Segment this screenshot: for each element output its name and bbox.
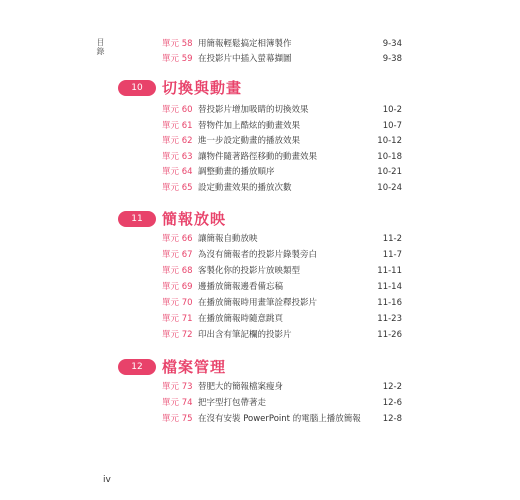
entry-title: 印出含有筆記欄的投影片: [198, 330, 292, 340]
entry-title: 在播放簡報時用畫筆詮釋投影片: [198, 298, 318, 308]
entry-title: 為沒有簡報者的投影片錄製旁白: [198, 250, 318, 260]
toc-entry[interactable]: [162, 37, 402, 51]
unit-number: 單元 65: [162, 183, 193, 193]
toc-entry[interactable]: [162, 134, 402, 148]
unit-number: 單元 59: [162, 54, 193, 64]
unit-number: 單元 74: [162, 398, 193, 408]
toc-entry[interactable]: [162, 412, 402, 426]
entry-title: 在投影片中插入螢幕擷圖: [198, 54, 292, 64]
unit-number: 單元 63: [162, 152, 193, 162]
unit-number: 單元 67: [162, 250, 193, 260]
entry-page: 10-21: [377, 167, 402, 177]
toc-entry[interactable]: [162, 52, 402, 66]
unit-number: 單元 58: [162, 39, 193, 49]
unit-number: 單元 68: [162, 266, 193, 276]
chapter-title: 切換與動畫: [162, 79, 243, 97]
toc-entry[interactable]: [162, 119, 402, 133]
unit-number: 單元 69: [162, 282, 193, 292]
entry-page: 10-12: [377, 136, 402, 146]
unit-number: 單元 71: [162, 314, 193, 324]
entry-title: 邊播放簡報邊看備忘稿: [198, 282, 284, 292]
toc-side-label: 目錄: [96, 38, 105, 56]
unit-number: 單元 62: [162, 136, 193, 146]
entry-page: 9-34: [382, 39, 402, 49]
toc-entry[interactable]: [162, 380, 402, 394]
entry-title: 替物件加上酷炫的動畫效果: [198, 121, 301, 131]
toc-entry[interactable]: [162, 396, 402, 410]
chapter-title: 簡報放映: [162, 210, 227, 228]
entry-page: 11-7: [382, 250, 402, 260]
entry-page: 10-18: [377, 152, 402, 162]
toc-entry[interactable]: [162, 248, 402, 262]
entry-page: 12-8: [382, 414, 402, 424]
entry-title: 進一步設定動畫的播放效果: [198, 136, 301, 146]
entry-page: 10-24: [377, 183, 402, 193]
entry-title: 讓簡報自動放映: [198, 234, 258, 244]
unit-number: 單元 72: [162, 330, 193, 340]
unit-number: 單元 73: [162, 382, 193, 392]
entry-page: 10-2: [382, 105, 402, 115]
page-number: iv: [103, 475, 111, 485]
chapter-number-badge: 11: [118, 211, 156, 227]
entry-page: 12-2: [382, 382, 402, 392]
toc-entry[interactable]: [162, 264, 402, 278]
entry-title: 調整動畫的播放順序: [198, 167, 275, 177]
toc-entry[interactable]: [162, 103, 402, 117]
unit-number: 單元 75: [162, 414, 193, 424]
entry-page: 12-6: [382, 398, 402, 408]
chapter-heading: [118, 80, 418, 98]
unit-number: 單元 60: [162, 105, 193, 115]
toc-entry[interactable]: [162, 232, 402, 246]
unit-number: 單元 66: [162, 234, 193, 244]
unit-number: 單元 70: [162, 298, 193, 308]
entry-page: 11-16: [377, 298, 402, 308]
chapter-heading: [118, 359, 418, 377]
toc-entry[interactable]: [162, 296, 402, 310]
entry-title: 客製化你的投影片放映類型: [198, 266, 301, 276]
entry-title: 在播放簡報時隨意跳頁: [198, 314, 284, 324]
entry-page: 9-38: [382, 54, 402, 64]
entry-page: 11-23: [377, 314, 402, 324]
toc-entry[interactable]: [162, 165, 402, 179]
entry-page: 11-11: [377, 266, 402, 276]
toc-entry[interactable]: [162, 312, 402, 326]
unit-number: 單元 61: [162, 121, 193, 131]
entry-title: 設定動畫效果的播放次數: [198, 183, 292, 193]
chapter-number-badge: 12: [118, 359, 156, 375]
entry-page: 11-14: [377, 282, 402, 292]
entry-page: 11-26: [377, 330, 402, 340]
chapter-heading: [118, 211, 418, 229]
chapter-title: 檔案管理: [162, 358, 227, 376]
entry-title: 替肥大的簡報檔案瘦身: [198, 382, 284, 392]
entry-page: 11-2: [382, 234, 402, 244]
entry-title: 讓物件隨著路徑移動的動畫效果: [198, 152, 318, 162]
entry-title: 在沒有安裝 PowerPoint 的電腦上播放簡報: [198, 414, 361, 424]
toc-entry[interactable]: [162, 181, 402, 195]
toc-entry[interactable]: [162, 328, 402, 342]
entry-title: 把字型打包帶著走: [198, 398, 267, 408]
entry-title: 替投影片增加吸睛的切換效果: [198, 105, 309, 115]
toc-entry[interactable]: [162, 280, 402, 294]
chapter-number-badge: 10: [118, 80, 156, 96]
toc-entry[interactable]: [162, 150, 402, 164]
entry-title: 用簡報輕鬆搞定相簿製作: [198, 39, 292, 49]
unit-number: 單元 64: [162, 167, 193, 177]
entry-page: 10-7: [382, 121, 402, 131]
